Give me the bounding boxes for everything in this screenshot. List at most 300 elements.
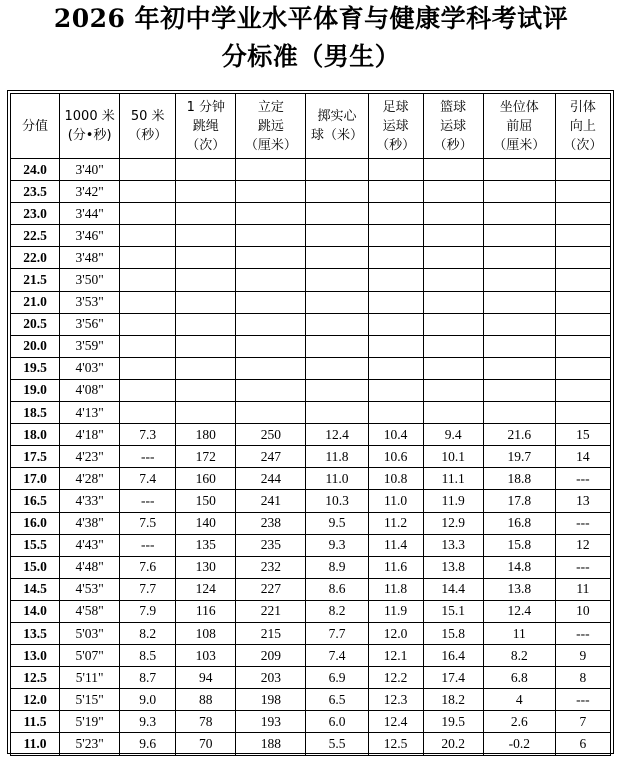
table-cell: 116 [176,600,236,622]
table-cell [483,203,555,225]
table-cell: 11.8 [368,578,423,600]
table-cell [176,181,236,203]
table-cell [368,159,423,181]
table-cell: 238 [236,512,306,534]
score-cell: 12.5 [11,667,60,689]
table-cell [176,247,236,269]
table-row [11,247,611,269]
table-cell [176,159,236,181]
table-cell [368,291,423,313]
table-row [11,645,611,667]
table-row [11,689,611,711]
table-cell [423,313,483,335]
table-cell [555,357,610,379]
table-cell [120,203,176,225]
table-cell [306,379,368,401]
table-cell: 9 [555,645,610,667]
table-cell: 10.6 [368,446,423,468]
table-cell [236,291,306,313]
page-title-line-1: 2026 年初中学业水平体育与健康学科考试评 [53,4,569,33]
table-cell: 8.2 [483,645,555,667]
scoring-standard-sheet [7,90,614,754]
table-cell: 18.8 [483,468,555,490]
table-cell [120,357,176,379]
table-cell: 4'18" [60,424,120,446]
table-cell: 8.6 [306,578,368,600]
table-cell: 7.5 [120,512,176,534]
table-cell [555,313,610,335]
table-row [11,269,611,291]
table-cell: 193 [236,711,306,733]
table-cell [120,247,176,269]
table-cell: 9.5 [306,512,368,534]
table-cell: 130 [176,556,236,578]
table-cell: 232 [236,556,306,578]
table-cell: 17.4 [423,667,483,689]
table-cell [176,402,236,424]
table-cell: --- [555,622,610,644]
column-header [423,94,483,159]
table-cell [423,159,483,181]
table-cell: --- [555,468,610,490]
table-cell: 12.0 [368,622,423,644]
table-row [11,512,611,534]
score-cell: 15.0 [11,556,60,578]
score-cell: 14.0 [11,600,60,622]
page-title-line-2: 分标准（男生） [221,42,401,71]
table-cell [176,203,236,225]
column-header-line: 1000 米 [64,109,115,124]
table-body [11,159,611,756]
table-cell: 11.0 [306,468,368,490]
score-cell: 11.0 [11,733,60,755]
table-cell: 4'28" [60,468,120,490]
table-cell [483,159,555,181]
table-cell [368,203,423,225]
table-cell: 235 [236,534,306,556]
score-cell: 12.0 [11,689,60,711]
table-cell [176,269,236,291]
table-cell: 8.5 [120,645,176,667]
table-cell [236,313,306,335]
table-row [11,181,611,203]
table-cell: 8.2 [306,600,368,622]
table-cell: 172 [176,446,236,468]
table-cell: 3'53" [60,291,120,313]
score-cell: 21.5 [11,269,60,291]
table-cell [555,402,610,424]
score-cell: 24.0 [11,159,60,181]
column-header-line: 篮球 [440,99,467,115]
table-cell: 10.4 [368,424,423,446]
column-header-line: （次） [186,137,226,153]
table-cell [306,181,368,203]
table-cell: 11.4 [368,534,423,556]
column-header-line: 1 分钟 [186,99,225,115]
table-cell: 5'07" [60,645,120,667]
table-cell: --- [120,446,176,468]
column-header [236,94,306,159]
table-cell: 7.4 [120,468,176,490]
table-cell: 7.6 [120,556,176,578]
table-cell [555,203,610,225]
table-cell: 17.8 [483,490,555,512]
table-row [11,402,611,424]
table-cell: 15.1 [423,600,483,622]
table-cell: 180 [176,424,236,446]
table-cell: --- [555,556,610,578]
table-cell: 10.8 [368,468,423,490]
table-cell [423,379,483,401]
table-cell: 12.3 [368,689,423,711]
table-row [11,424,611,446]
table-cell: 11.9 [423,490,483,512]
table-cell: 3'56" [60,313,120,335]
table-cell: 7.4 [306,645,368,667]
table-cell: 5'03" [60,622,120,644]
table-cell: 14.8 [483,556,555,578]
table-cell [483,291,555,313]
table-cell: 6.5 [306,689,368,711]
score-cell: 18.0 [11,424,60,446]
table-cell [555,291,610,313]
table-cell [555,379,610,401]
table-row [11,468,611,490]
column-header-line: 向上 [569,118,596,134]
table-cell [483,357,555,379]
table-cell [368,402,423,424]
score-cell: 14.5 [11,578,60,600]
table-cell [423,247,483,269]
table-cell: 12.4 [483,600,555,622]
table-cell [176,379,236,401]
table-cell [368,335,423,357]
score-cell: 22.0 [11,247,60,269]
table-row [11,622,611,644]
column-header-line: 坐位体 [499,99,539,115]
table-cell [306,225,368,247]
table-cell: 241 [236,490,306,512]
column-header-line: （厘米） [493,137,546,153]
table-cell [483,247,555,269]
table-cell: 13 [555,490,610,512]
table-cell [306,402,368,424]
table-cell [423,181,483,203]
table-header-row [11,94,611,159]
table-row [11,733,611,755]
score-cell: 17.5 [11,446,60,468]
table-cell [176,291,236,313]
table-cell: 14 [555,446,610,468]
table-cell [368,181,423,203]
table-cell [368,225,423,247]
table-cell: 140 [176,512,236,534]
table-cell: 7.7 [120,578,176,600]
table-cell: 108 [176,622,236,644]
table-cell [368,269,423,291]
table-cell: 3'59" [60,335,120,357]
column-header [176,94,236,159]
table-cell: 16.4 [423,645,483,667]
table-row [11,490,611,512]
table-cell: 4'08" [60,379,120,401]
table-cell: 94 [176,667,236,689]
table-cell [176,313,236,335]
column-header [483,94,555,159]
table-cell: 7 [555,711,610,733]
column-header-line: （秒） [433,137,473,153]
table-row [11,357,611,379]
table-cell [423,357,483,379]
score-cell: 15.5 [11,534,60,556]
table-cell [368,313,423,335]
table-cell [236,402,306,424]
table-cell: 19.5 [423,711,483,733]
score-cell: 16.5 [11,490,60,512]
score-cell: 22.5 [11,225,60,247]
table-cell [236,159,306,181]
column-header-line: 立定 [257,99,284,115]
column-header-line: 球（米） [310,128,363,143]
table-cell [483,379,555,401]
table-cell [555,159,610,181]
column-header-line: （次） [563,137,603,153]
table-cell: 7.3 [120,424,176,446]
table-cell: 7.9 [120,600,176,622]
table-cell [306,203,368,225]
table-cell: 4 [483,689,555,711]
table-row [11,225,611,247]
table-cell [236,269,306,291]
table-cell: 8.9 [306,556,368,578]
table-cell: 12.4 [306,424,368,446]
table-cell [306,335,368,357]
table-cell: 3'44" [60,203,120,225]
table-cell: 11.1 [423,468,483,490]
table-cell: 4'13" [60,402,120,424]
table-row [11,667,611,689]
table-cell: 10.3 [306,490,368,512]
table-cell: 8.7 [120,667,176,689]
score-cell: 17.0 [11,468,60,490]
table-cell [423,402,483,424]
score-cell: 20.5 [11,313,60,335]
table-cell: 9.4 [423,424,483,446]
table-cell: 8 [555,667,610,689]
table-row [11,534,611,556]
table-cell: 9.0 [120,689,176,711]
table-row [11,600,611,622]
table-cell: 13.8 [483,578,555,600]
table-cell: 244 [236,468,306,490]
table-cell: 209 [236,645,306,667]
table-cell: --- [555,689,610,711]
score-cell: 13.5 [11,622,60,644]
column-header-line: 引体 [569,99,596,115]
table-cell: 14.4 [423,578,483,600]
table-cell: 78 [176,711,236,733]
table-cell: 10.1 [423,446,483,468]
table-cell: 9.3 [120,711,176,733]
table-cell: 150 [176,490,236,512]
table-cell: 20.2 [423,733,483,755]
column-header [120,94,176,159]
table-cell: 19.7 [483,446,555,468]
table-cell [120,225,176,247]
column-header-line: （秒） [128,128,168,143]
table-cell: 4'58" [60,600,120,622]
table-cell: 3'46" [60,225,120,247]
table-cell: 247 [236,446,306,468]
table-cell: 12.9 [423,512,483,534]
table-cell: -0.2 [483,733,555,755]
table-cell: 188 [236,733,306,755]
score-cell: 21.0 [11,291,60,313]
table-cell: 5'23" [60,733,120,755]
table-cell: 124 [176,578,236,600]
column-header-line: 足球 [382,99,409,115]
table-cell: 135 [176,534,236,556]
table-cell: 11.9 [368,600,423,622]
score-cell: 13.0 [11,645,60,667]
table-cell: 12 [555,534,610,556]
table-row [11,313,611,335]
table-cell: 70 [176,733,236,755]
column-header-line: (分•秒) [67,128,112,143]
table-row [11,335,611,357]
table-cell: 4'38" [60,512,120,534]
table-cell: 5.5 [306,733,368,755]
table-cell: 15 [555,424,610,446]
table-cell [120,379,176,401]
table-cell [120,402,176,424]
score-cell: 19.0 [11,379,60,401]
table-cell [306,159,368,181]
table-cell [306,313,368,335]
table-cell [306,269,368,291]
table-row [11,159,611,181]
table-cell: --- [555,512,610,534]
table-cell [555,181,610,203]
table-cell: 12.2 [368,667,423,689]
table-cell: 10 [555,600,610,622]
table-cell: 3'50" [60,269,120,291]
table-cell: 215 [236,622,306,644]
table-cell: 88 [176,689,236,711]
score-cell: 18.5 [11,402,60,424]
table-cell: 6.9 [306,667,368,689]
table-cell: 103 [176,645,236,667]
table-cell: 2.6 [483,711,555,733]
table-cell [483,313,555,335]
table-cell [483,402,555,424]
table-cell [306,247,368,269]
table-cell: 203 [236,667,306,689]
column-header-line: 掷实心 [317,109,357,124]
table-row [11,711,611,733]
table-cell: 7.7 [306,622,368,644]
table-cell: --- [120,534,176,556]
table-cell: 11.0 [368,490,423,512]
table-cell: 5'19" [60,711,120,733]
column-header-line: （厘米） [244,137,297,153]
score-cell: 20.0 [11,335,60,357]
column-header-line: 50 米 [130,109,165,124]
table-cell [423,291,483,313]
table-cell: 16.8 [483,512,555,534]
table-cell: 6 [555,733,610,755]
table-cell: 198 [236,689,306,711]
column-header-line: （秒） [376,137,416,153]
column-header [368,94,423,159]
table-cell [555,335,610,357]
table-cell: 11 [483,622,555,644]
table-cell: 4'23" [60,446,120,468]
column-header-line: 前屈 [506,118,533,134]
table-cell [368,247,423,269]
table-cell: 18.2 [423,689,483,711]
column-header-line: 跳绳 [192,118,219,134]
column-header [11,94,60,159]
table-cell: 12.1 [368,645,423,667]
table-cell: 11 [555,578,610,600]
table-cell: 5'15" [60,689,120,711]
scoring-table [10,93,611,756]
table-cell: 3'40" [60,159,120,181]
table-cell: 13.8 [423,556,483,578]
column-header [555,94,610,159]
table-cell: 160 [176,468,236,490]
table-cell [236,357,306,379]
table-cell: 12.5 [368,733,423,755]
table-cell [555,269,610,291]
table-cell: 4'53" [60,578,120,600]
table-row [11,379,611,401]
score-cell: 23.5 [11,181,60,203]
column-header-line: 运球 [382,118,409,134]
table-cell [423,225,483,247]
table-cell: 4'33" [60,490,120,512]
score-cell: 11.5 [11,711,60,733]
table-cell [120,269,176,291]
table-cell: 12.4 [368,711,423,733]
table-row [11,556,611,578]
table-cell: 4'43" [60,534,120,556]
table-cell: 11.6 [368,556,423,578]
table-cell [423,269,483,291]
table-cell: 15.8 [483,534,555,556]
table-row [11,446,611,468]
column-header-line: 跳远 [257,118,284,134]
table-cell [236,181,306,203]
table-cell [423,335,483,357]
table-cell: 250 [236,424,306,446]
table-cell: --- [120,490,176,512]
table-cell [236,203,306,225]
table-cell [176,357,236,379]
table-cell: 221 [236,600,306,622]
table-row [11,203,611,225]
table-cell [236,335,306,357]
table-cell [176,335,236,357]
table-row [11,578,611,600]
column-header [306,94,368,159]
table-cell: 15.8 [423,622,483,644]
table-cell: 4'03" [60,357,120,379]
table-cell [483,269,555,291]
table-cell: 4'48" [60,556,120,578]
score-cell: 23.0 [11,203,60,225]
